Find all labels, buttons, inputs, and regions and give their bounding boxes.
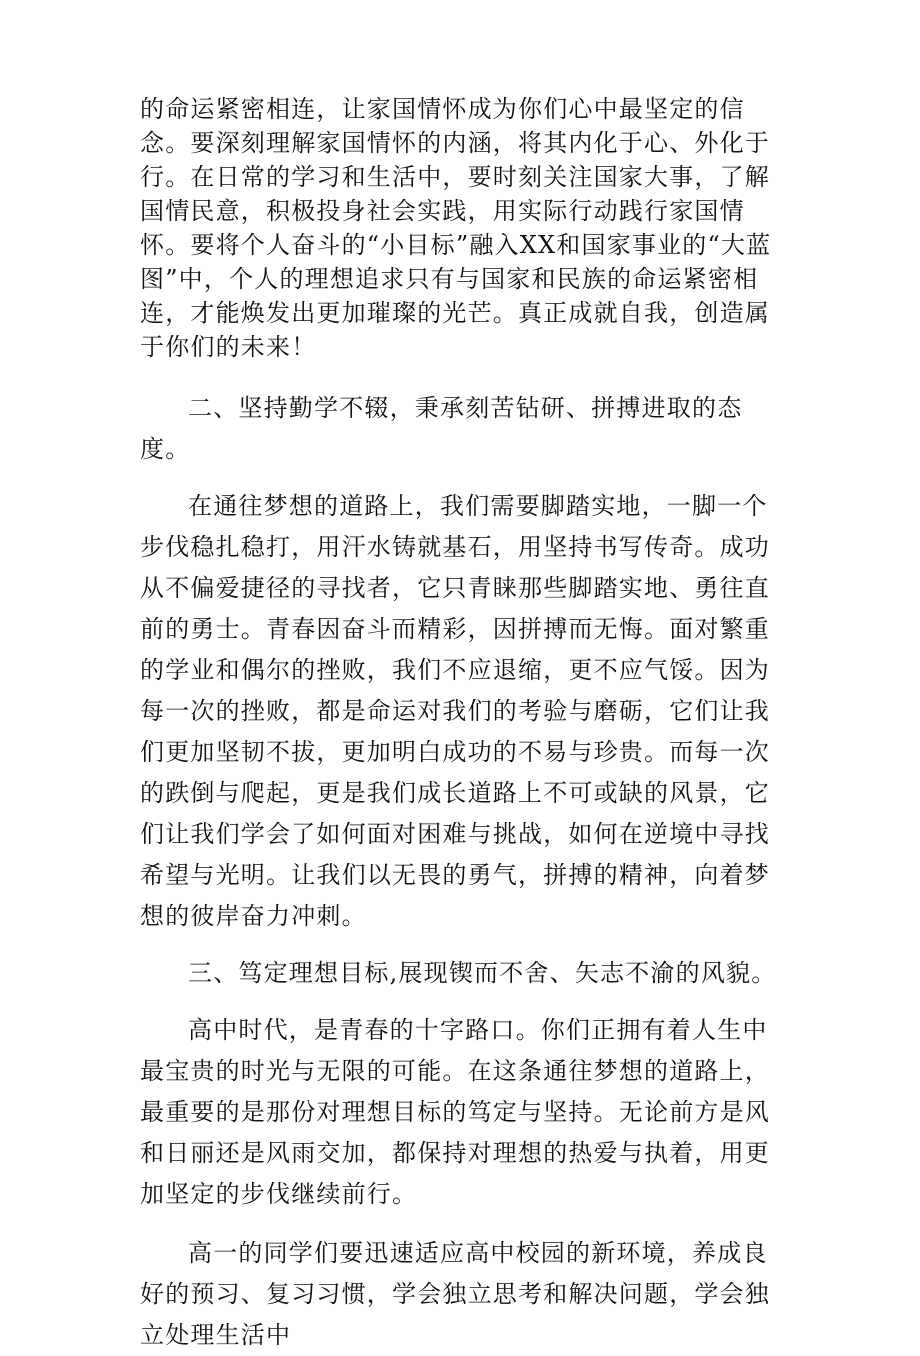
section-heading-3: 三、笃定理想目标,展现锲而不舍、矢志不渝的风貌。 — [188, 959, 777, 987]
spacer — [140, 364, 790, 388]
spacer — [140, 470, 790, 486]
paragraph-3: 高中时代，是青春的十字路口。你们正拥有着人生中最宝贵的时光与无限的可能。在这条通往梦想的道路上，最重要的是那份对理想目标的笃定与坚持。无论前方是风和日丽还是风雨交加，都保持对理想的热爱与执着，用更加坚定的步伐继续前行。 — [140, 1016, 770, 1208]
document-content — [140, 92, 790, 1356]
section-heading-2: 二、坚持勤学不辍，秉承刻苦钻研、拼搏进取的态度。 — [140, 394, 743, 463]
paragraph-2: 在通往梦想的道路上，我们需要脚踏实地，一脚一个步伐稳扎稳打，用汗水铸就基石，用坚持书写传奇。成功从不偏爱捷径的寻找者，它只青睐那些脚踏实地、勇往直前的勇士。青春因奋斗而精彩，因拼搏而无悔。面对繁重的学业和偶尔的挫败，我们不应退缩，更不应气馁。因为每一次的挫败，都是命运对我们的考验与磨砺，它们让我们更加坚韧不拔，更加明白成功的不易与珍贵。而每一次的跌倒与爬起，更是我们成长道路上不可或缺的风景，它们让我们学会了如何面对困难与挑战，如何在逆境中寻找希望与光明。让我们以无畏的勇气，拼搏的精神，向着梦想的彼岸奋力冲刺。 — [140, 492, 770, 930]
spacer — [140, 937, 790, 953]
spacer — [140, 994, 790, 1010]
paragraph-1: 的命运紧密相连，让家国情怀成为你们心中最坚定的信念。要深刻理解家国情怀的内涵，将其内化于心、外化于行。在日常的学习和生活中，要时刻关注国家大事，了解国情民意，积极投身社会实践，用实际行动践行家国情怀。要将个人奋斗的“小目标”融入XX和国家事业的“大蓝图”中，个人的理想追求只有与国家和民族的命运紧密相连，才能焕发出更加璀璨的光芒。真正成就自我，创造属于你们的未来！ — [140, 95, 772, 361]
paragraph-4: 高一的同学们要迅速适应高中校园的新环境，养成良好的预习、复习习惯，学会独立思考和解决问题，学会独立处理生活中 — [140, 1239, 770, 1349]
spacer — [140, 1215, 790, 1233]
